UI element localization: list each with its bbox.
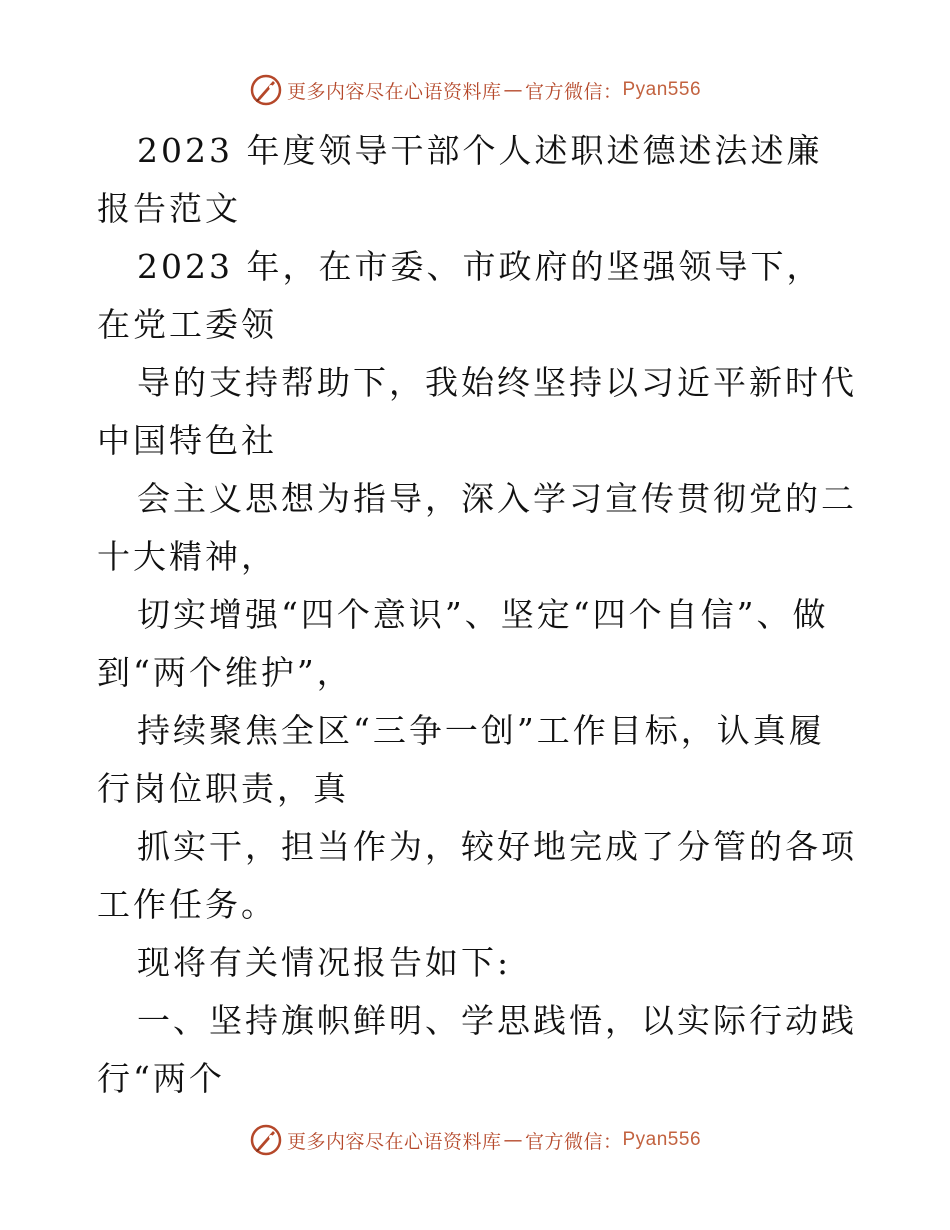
footer-site-text: 更多内容尽在心语资料库 [286, 1130, 502, 1153]
header-wechat-id: Pyan556 [622, 79, 702, 100]
paragraph-line: 导的支持帮助下，我始终坚持以习近平新时代中国特色社 [97, 363, 857, 460]
paragraph-line: 持续聚焦全区“三争一创”工作目标，认真履行岗位职责，真 [97, 711, 825, 808]
section-heading: 一、坚持旗帜鲜明、学思践悟，以实际行动践行“两个 [97, 1001, 857, 1098]
footer-separator: — [503, 1129, 523, 1151]
quill-pen-logo-icon [249, 73, 283, 107]
paragraph-line: 现将有关情况报告如下: [137, 943, 512, 982]
footer-wechat-id: Pyan556 [622, 1129, 702, 1150]
paragraph-line: 会主义思想为指导，深入学习宣传贯彻党的二十大精神， [97, 479, 857, 576]
footer-banner [0, 1120, 950, 1160]
header-site-text: 更多内容尽在心语资料库 [286, 80, 502, 103]
header-wechat-label: 官方微信： [524, 80, 623, 103]
document-body [97, 122, 857, 1108]
paragraph-line: 切实增强“四个意识”、坚定“四个自信”、做到“两个维护”， [97, 595, 829, 692]
footer-wechat-label: 官方微信： [524, 1130, 623, 1153]
header-separator: — [503, 79, 523, 101]
document-title: 2023 年度领导干部个人述职述德述法述廉报告范文 [97, 131, 823, 228]
header-banner [0, 70, 950, 110]
paragraph-line: 抓实干，担当作为，较好地完成了分管的各项工作任务。 [97, 827, 857, 924]
paragraph-line: 2023 年，在市委、市政府的坚强领导下，在党工委领 [97, 247, 823, 344]
quill-pen-logo-icon [249, 1123, 283, 1157]
